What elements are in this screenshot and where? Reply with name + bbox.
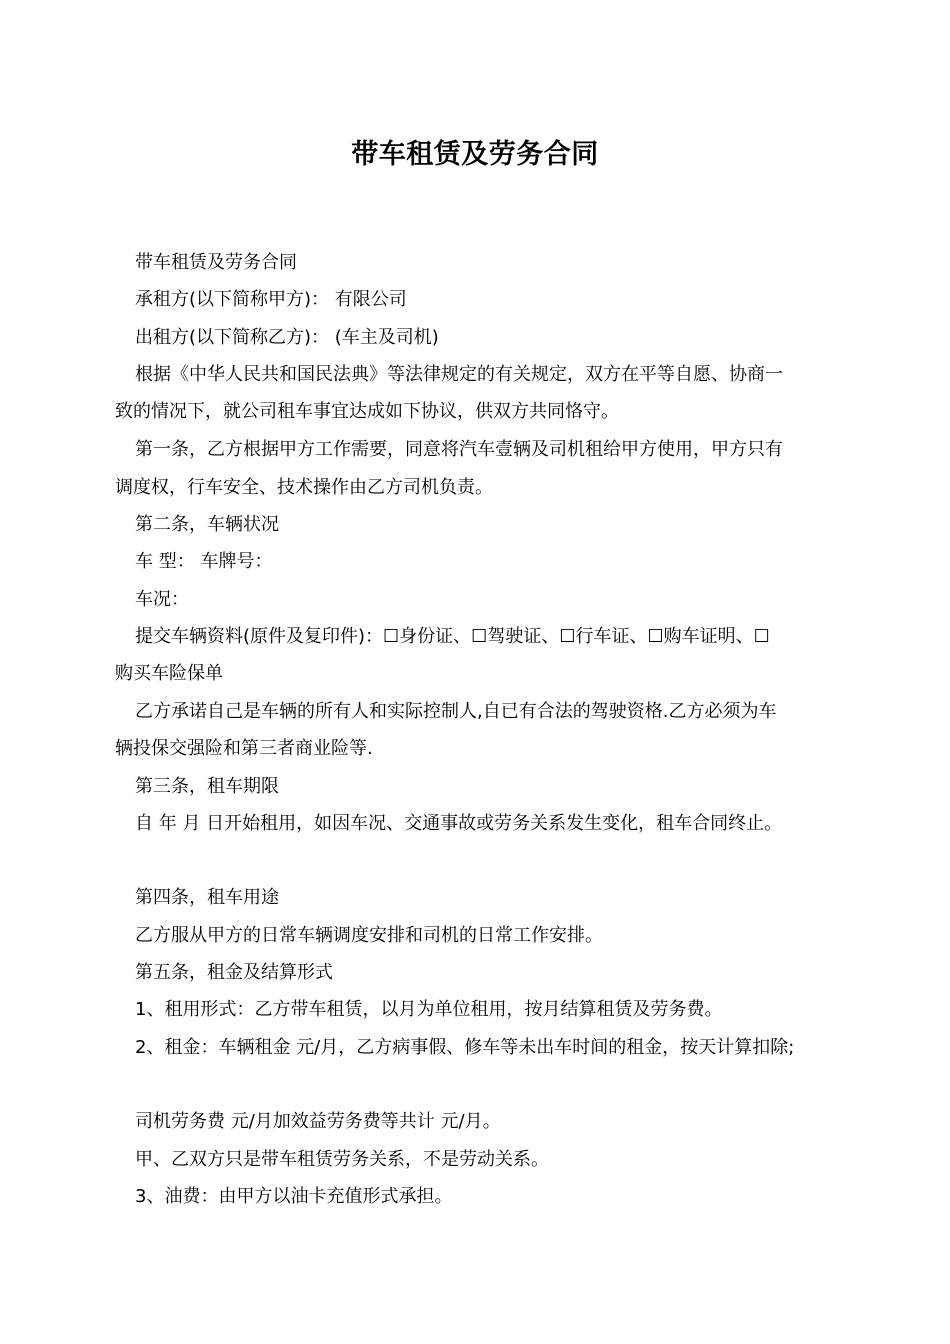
lessor-line: 出租方(以下简称乙方)： (车主及司机) — [135, 327, 439, 348]
preamble-line-2: 致的情况下，就公司租车事宜达成如下协议，供双方共同恪守。 — [115, 401, 619, 422]
article-5-heading: 第五条，租金及结算形式 — [135, 962, 333, 983]
article-2-heading: 第二条，车辆状况 — [135, 514, 279, 535]
vehicle-condition-line: 车况： — [135, 589, 189, 610]
article-4-heading: 第四条，租车用途 — [135, 887, 279, 908]
vehicle-model-line: 车 型： 车牌号： — [135, 551, 273, 572]
rent-amount-line: 2、租金：车辆租金 元/月，乙方病事假、修车等未出车时间的租金，按天计算扣除; — [135, 1037, 795, 1058]
promise-line-2: 辆投保交强险和第三者商业险等. — [115, 738, 373, 759]
article-1-line-2: 调度权，行车安全、技术操作由乙方司机负责。 — [115, 477, 493, 498]
documents-line-2: 购买车险保单 — [115, 663, 223, 684]
promise-line-1: 乙方承诺自己是车辆的所有人和实际控制人,自已有合法的驾驶资格.乙方必须为车 — [135, 701, 777, 722]
paragraph-heading: 带车租赁及劳务合同 — [135, 252, 297, 273]
usage-line: 乙方服从甲方的日常车辆调度安排和司机的日常工作安排。 — [135, 925, 603, 946]
lessee-line: 承租方(以下简称甲方)： 有限公司 — [135, 289, 407, 310]
documents-line-1: 提交车辆资料(原件及复印件)：☐身份证、☐驾驶证、☐行车证、☐购车证明、☐ — [135, 626, 770, 647]
rental-period-line: 自 年 月 日开始租用，如因车况、交通事故或劳务关系发生变化，租车合同终止。 — [135, 813, 783, 834]
document-title: 带车租赁及劳务合同 — [351, 139, 599, 170]
article-3-heading: 第三条，租车期限 — [135, 776, 279, 797]
relationship-line: 甲、乙双方只是带车租赁劳务关系，不是劳动关系。 — [135, 1149, 549, 1170]
fuel-cost-line: 3、油费：由甲方以油卡充值形式承担。 — [135, 1186, 453, 1207]
article-1-line-1: 第一条，乙方根据甲方工作需要，同意将汽车壹辆及司机租给甲方使用，甲方只有 — [135, 439, 783, 460]
driver-fee-line: 司机劳务费 元/月加效益劳务费等共计 元/月。 — [135, 1111, 501, 1132]
preamble-line-1: 根据《中华人民共和国民法典》等法律规定的有关规定，双方在平等自愿、协商一 — [135, 364, 783, 385]
rental-form-line: 1、租用形式：乙方带车租赁，以月为单位租用，按月结算租赁及劳务费。 — [135, 999, 723, 1020]
